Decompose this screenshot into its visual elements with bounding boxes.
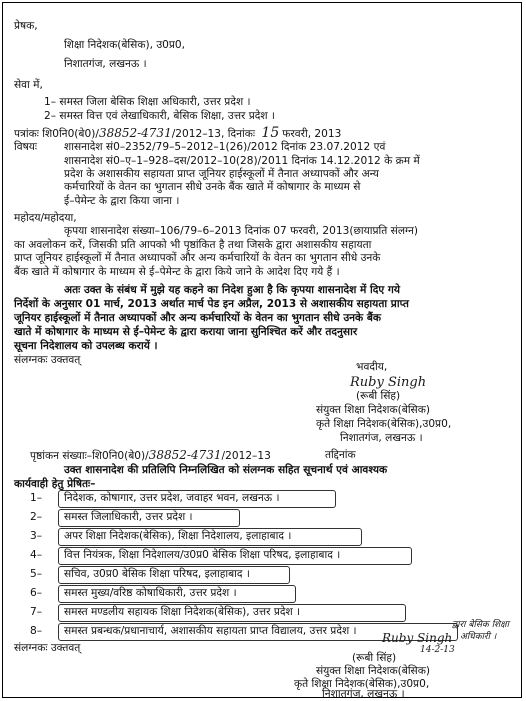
subject-line: शासनादेश सं0–ए–1–928–दस/2012–10(28)/2011 दिनांक 14.12.2012 के क्रम में: [64, 155, 420, 167]
endorsement-date: तद्दिनांक: [325, 449, 356, 461]
reference-suffix: /2012–13, दिनांकः: [171, 128, 256, 140]
sender-place: निशातगंज, लखनऊ ।: [64, 58, 147, 70]
paragraph-1-line: कृपया शासनादेश संख्या–106/79–6–2013 दिनांक 07 फरवरी, 2013(छायाप्रति संलग्न): [64, 225, 419, 237]
recipient-2: 2– समस्त वित्त एवं लेखाधिकारी, बेसिक शिक्षा, उत्तर प्रदेश ।: [44, 110, 275, 122]
distribution-item: समस्त जिलाधिकारी, उत्तर प्रदेश ।: [64, 511, 193, 523]
endorsement-intro: उक्त शासनादेश की प्रतिलिपि निम्नलिखित को संलग्नक सहित सूचनार्थ एवं आवश्यक: [64, 464, 388, 476]
subject-line: कर्मचारियों के वेतन का भुगतान सीधे उनके बैंक खाते में कोषागार के माध्यम से: [64, 181, 361, 193]
distribution-item: समस्त प्रबन्धक/प्रधानाचार्य, अशासकीय सहायता प्राप्त विद्यालय, उत्तर प्रदेश ।: [64, 625, 357, 637]
signature-handwritten: Ruby Singh: [350, 375, 427, 390]
distribution-item-number: 7–: [30, 606, 43, 618]
endorsement-signatory-place: निशातगंज, लखनऊ ।: [322, 688, 405, 700]
paragraph-2-line: खाते में कोषागार के माध्यम से ई–पेमेन्ट के द्वारा कराया जाना सुनिश्चित करें और तदनुसार: [14, 326, 358, 338]
signature-date-handwritten: 14-2-13: [420, 645, 455, 655]
endorsement-number-handwritten: 38852-4731: [148, 448, 222, 462]
enclosure-note: संलग्नकः उक्तवत्: [14, 354, 81, 366]
subject-label: विषयः: [14, 141, 38, 153]
reference-number-handwritten: 38852-4731: [98, 126, 172, 140]
paragraph-1-line: प्राप्त जूनियर हाईस्कूलों में तैनात अध्यापकों और अन्य कर्मचारियों के वेतन का भुगतान सीधे उनके: [14, 252, 381, 264]
reference-line: [14, 127, 341, 141]
paragraph-2-line: जूनियर हाईस्कूलों में तैनात अध्यापकों और अन्य कर्मचारियों के वेतन का भुगतान सीधे उनके बैंक: [14, 312, 382, 324]
paragraph-2-line: अतः उक्त के संबंध में मुझे यह कहने का निदेश हुआ है कि कृपया शासनादेश में दिए गये: [64, 284, 401, 296]
endorsement-suffix: /2012–13: [221, 450, 271, 462]
margin-note-handwritten: द्वारा बेसिक शिक्षा: [452, 620, 509, 630]
closing-yours: भवदीय,: [356, 361, 388, 373]
reference-rest: फरवरी, 2013: [282, 128, 342, 140]
reference-day-handwritten: 15: [261, 125, 280, 141]
endorsement-intro-2: कार्यवाही हेतु प्रेषितः–: [14, 478, 96, 490]
endorsement-signatory-title-2: कृते शिक्षा निदेशक(बेसिक),उ0प्र0,: [294, 678, 430, 690]
distribution-item-number: 8–: [30, 625, 43, 637]
distribution-item-number: 4–: [30, 549, 43, 561]
reference-prefix: पत्रांकः शि0नि0(बे0)/: [14, 128, 99, 140]
distribution-item: अपर शिक्षा निदेशक(बेसिक), शिक्षा निदेशालय, इलाहाबाद ।: [64, 530, 292, 542]
distribution-item-number: 1–: [30, 492, 43, 504]
distribution-item: निदेशक, कोषागार, उत्तर प्रदेश, जवाहर भवन, लखनऊ ।: [64, 492, 280, 504]
distribution-item-number: 5–: [30, 568, 43, 580]
paragraph-1-line: बैंक खाते में कोषागार के माध्यम से ई–पेमेन्ट के द्वारा किये जाने के आदेश दिए गये हैं ।: [14, 266, 340, 278]
sender-label: प्रेषक,: [14, 20, 38, 32]
paragraph-1-line: का अवलोकन करें, जिसकी प्रति आपको भी पृष्ठांकित है तथा जिसके द्वारा अशासकीय सहायता: [14, 239, 372, 251]
distribution-item-number: 3–: [30, 530, 43, 542]
subject-line: ई–पेमेन्ट के द्वारा किया जाना ।: [64, 195, 180, 207]
subject-line: प्रदेश के अशासकीय सहायता प्राप्त जूनियर हाईस्कूलों में तैनात अध्यापकों और अन्य: [64, 168, 379, 180]
distribution-item-number: 2–: [30, 511, 43, 523]
margin-note-handwritten-2: अधिकारी ।: [460, 632, 497, 642]
distribution-item: सचिव, उ0प्र0 बेसिक शिक्षा परिषद, इलाहाबाद ।: [64, 568, 250, 580]
endorsement-enclosure: संलग्नकः उक्तवत्: [14, 642, 81, 654]
signatory-title-2: कृते शिक्षा निदेशक(बेसिक),उ0प्र0,: [316, 418, 452, 430]
sender-name: शिक्षा निदेशक(बेसिक), उ0प्र0,: [64, 39, 186, 51]
distribution-item: समस्त मुख्य/वरिष्ठ कोषाधिकारी, उत्तर प्रदेश ।: [64, 587, 237, 599]
signatory-title: संयुक्त शिक्षा निदेशक(बेसिक): [316, 404, 430, 416]
paragraph-2-line: सूचना निदेशालय को उपलब्ध करायें ।: [14, 340, 158, 352]
signatory-place: निशातगंज, लखनऊ ।: [340, 432, 423, 444]
endorsement-signatory-name: (रूबी सिंह): [352, 652, 397, 664]
to-label: सेवा में,: [14, 79, 43, 91]
endorsement-reference: [30, 449, 271, 463]
subject-line: शासनादेश सं0–2352/79–5–2012–1(26)/2012 दिनांक 23.07.2012 एवं: [64, 141, 386, 153]
endorsement-prefix: पृष्ठांकन संख्याः–शि0नि0(बे0)/: [30, 450, 149, 462]
endorsement-signature-handwritten: Ruby Singh: [382, 631, 453, 645]
distribution-item: वित्त नियंत्रक, शिक्षा निदेशालय/उ0प्र0 बेसिक शिक्षा परिषद, इलाहाबाद ।: [64, 549, 341, 561]
signatory-name: (रूबी सिंह): [356, 390, 401, 402]
recipient-1: 1– समस्त जिला बेसिक शिक्षा अधिकारी, उत्तर प्रदेश ।: [44, 96, 251, 108]
paragraph-2-line: निर्देशों के अनुसार 01 मार्च, 2013 अर्थात मार्च पेड इन अप्रैल, 2013 से अशासकीय सहायता प्राप्त: [14, 298, 409, 310]
salutation: महोदय/महोदया,: [14, 212, 77, 224]
distribution-item-number: 6–: [30, 587, 43, 599]
endorsement-signatory-title: संयुक्त शिक्षा निदेशक(बेसिक): [316, 665, 430, 677]
distribution-item: समस्त मण्डलीय सहायक शिक्षा निदेशक(बेसिक), उत्तर प्रदेश ।: [64, 606, 301, 618]
